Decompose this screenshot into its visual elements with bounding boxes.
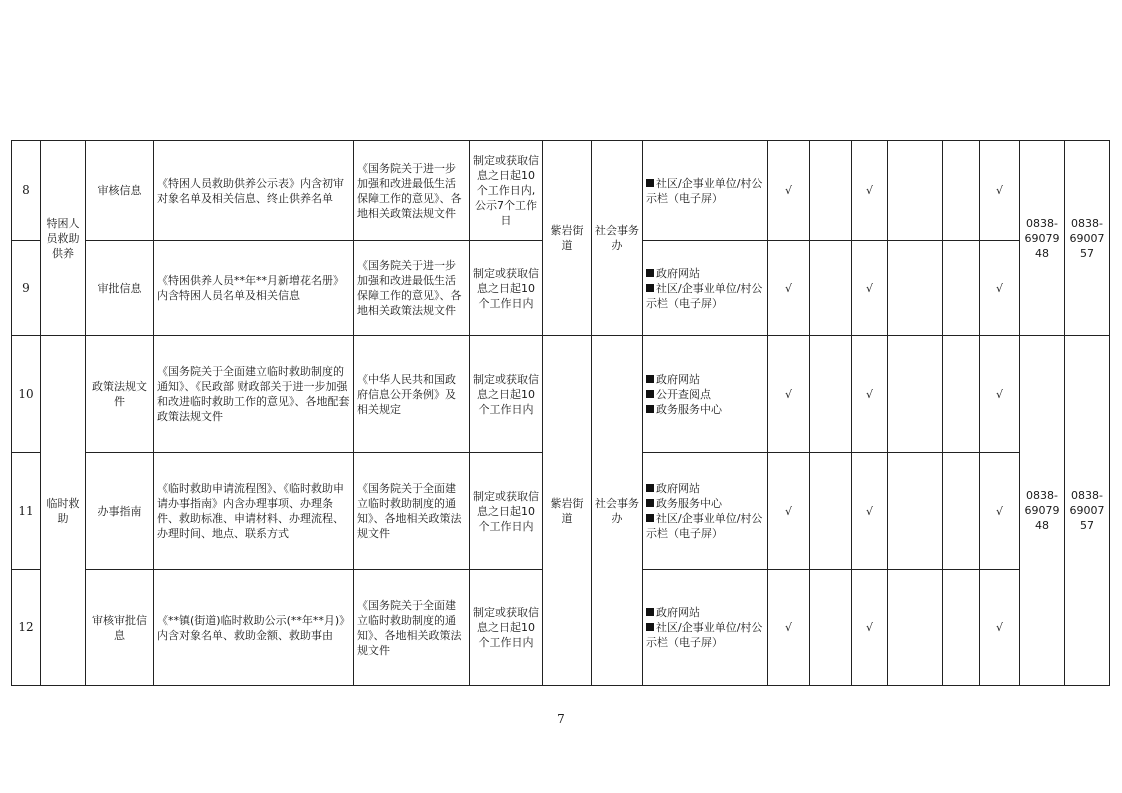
channel-item: 政府网站: [646, 481, 764, 496]
channel-item: 政务服务中心: [646, 496, 764, 511]
check-mark: √: [980, 570, 1020, 686]
square-bullet-icon: [646, 375, 654, 383]
check-mark: √: [768, 570, 810, 686]
empty-cell: [810, 141, 852, 241]
channel-item: 政府网站: [646, 372, 764, 387]
square-bullet-icon: [646, 179, 654, 187]
square-bullet-icon: [646, 484, 654, 492]
check-mark: √: [980, 241, 1020, 336]
channel-item: 社区/企事业单位/村公示栏（电子屏）: [646, 512, 763, 540]
channel-item: 社区/企事业单位/村公示栏（电子屏）: [646, 281, 763, 310]
content-cell: 《**镇(街道)临时救助公示(**年**月)》内含对象名单、救助金额、救助事由: [154, 570, 354, 686]
check-mark: √: [768, 453, 810, 570]
empty-cell: [943, 570, 980, 686]
deadline-cell: 制定或获取信息之日起10个工作日内,公示7个工作日: [470, 141, 543, 241]
row-number: 8: [12, 141, 41, 241]
empty-cell: [810, 453, 852, 570]
channels-cell: [643, 336, 768, 453]
channels-cell: [643, 141, 768, 241]
check-mark: √: [768, 336, 810, 453]
check-mark: √: [852, 241, 888, 336]
empty-cell: [943, 453, 980, 570]
square-bullet-icon: [646, 514, 654, 522]
empty-cell: [888, 336, 943, 453]
basis-cell: 《国务院关于全面建立临时救助制度的通知》、各地相关政策法规文件: [354, 453, 470, 570]
phone-cell: 0838- 69079 48: [1020, 141, 1065, 336]
empty-cell: [810, 336, 852, 453]
empty-cell: [888, 570, 943, 686]
phone-cell: 0838- 69007 57: [1065, 336, 1110, 686]
row-number: 12: [12, 570, 41, 686]
channel-item: 政务服务中心: [646, 402, 764, 417]
page-number: 7: [557, 712, 565, 726]
content-cell: 《临时救助申请流程图》、《临时救助申请办事指南》内含办理事项、办理条件、救助标准、申请材料、办理流程、办理时间、地点、联系方式: [154, 453, 354, 570]
basis-cell: 《国务院关于全面建立临时救助制度的通知》、各地相关政策法规文件: [354, 570, 470, 686]
department-cell: 社会事务办: [592, 141, 643, 336]
info-type-cell: 审核审批信息: [86, 570, 154, 686]
check-mark: √: [852, 141, 888, 241]
channels-cell: [643, 453, 768, 570]
check-mark: √: [852, 336, 888, 453]
channel-item: 政府网站: [646, 605, 764, 620]
empty-cell: [810, 241, 852, 336]
row-number: 9: [12, 241, 41, 336]
empty-cell: [888, 241, 943, 336]
square-bullet-icon: [646, 623, 654, 631]
check-mark: √: [852, 570, 888, 686]
content-cell: 《特困供养人员**年**月新增花名册》内含特困人员名单及相关信息: [154, 241, 354, 336]
square-bullet-icon: [646, 499, 654, 507]
square-bullet-icon: [646, 284, 654, 292]
deadline-cell: 制定或获取信息之日起10个工作日内: [470, 453, 543, 570]
empty-cell: [943, 141, 980, 241]
channel-item: 公开查阅点: [646, 387, 764, 402]
check-mark: √: [980, 453, 1020, 570]
empty-cell: [888, 141, 943, 241]
phone-cell: 0838- 69007 57: [1065, 141, 1110, 336]
empty-cell: [943, 336, 980, 453]
info-type-cell: 审批信息: [86, 241, 154, 336]
basis-cell: 《国务院关于进一步加强和改进最低生活保障工作的意见》、各地相关政策法规文件: [354, 241, 470, 336]
info-type-cell: 政策法规文件: [86, 336, 154, 453]
deadline-cell: 制定或获取信息之日起10个工作日内: [470, 241, 543, 336]
table-row: [12, 141, 1110, 241]
subject-cell: 紫岩街道: [543, 336, 592, 686]
check-mark: √: [980, 336, 1020, 453]
content-cell: 《国务院关于全面建立临时救助制度的通知》、《民政部 财政部关于进一步加强和改进临时救助工作的意见》、各地配套政策法规文件: [154, 336, 354, 453]
channel-item: 政府网站: [646, 266, 764, 281]
channel-item: 社区/企事业单位/村公示栏（电子屏）: [646, 176, 763, 205]
check-mark: √: [768, 241, 810, 336]
square-bullet-icon: [646, 269, 654, 277]
deadline-cell: 制定或获取信息之日起10个工作日内: [470, 336, 543, 453]
square-bullet-icon: [646, 390, 654, 398]
category-cell: 临时救助: [41, 336, 86, 686]
basis-cell: 《国务院关于进一步加强和改进最低生活保障工作的意见》、各地相关政策法规文件: [354, 141, 470, 241]
row-number: 10: [12, 336, 41, 453]
deadline-cell: 制定或获取信息之日起10个工作日内: [470, 570, 543, 686]
info-type-cell: 办事指南: [86, 453, 154, 570]
table-row: [12, 336, 1110, 453]
check-mark: √: [768, 141, 810, 241]
phone-cell: 0838- 69079 48: [1020, 336, 1065, 686]
square-bullet-icon: [646, 608, 654, 616]
check-mark: √: [980, 141, 1020, 241]
content-cell: 《特困人员救助供养公示表》内含初审对象名单及相关信息、终止供养名单: [154, 141, 354, 241]
subject-cell: 紫岩街道: [543, 141, 592, 336]
basis-cell: 《中华人民共和国政府信息公开条例》及相关规定: [354, 336, 470, 453]
info-type-cell: 审核信息: [86, 141, 154, 241]
row-number: 11: [12, 453, 41, 570]
channels-cell: [643, 241, 768, 336]
check-mark: √: [852, 453, 888, 570]
department-cell: 社会事务办: [592, 336, 643, 686]
empty-cell: [888, 453, 943, 570]
channels-cell: [643, 570, 768, 686]
empty-cell: [810, 570, 852, 686]
empty-cell: [943, 241, 980, 336]
square-bullet-icon: [646, 405, 654, 413]
category-cell: 特困人员救助供养: [41, 141, 86, 336]
channel-item: 社区/企事业单位/村公示栏（电子屏）: [646, 621, 763, 649]
disclosure-table: [11, 140, 1110, 686]
